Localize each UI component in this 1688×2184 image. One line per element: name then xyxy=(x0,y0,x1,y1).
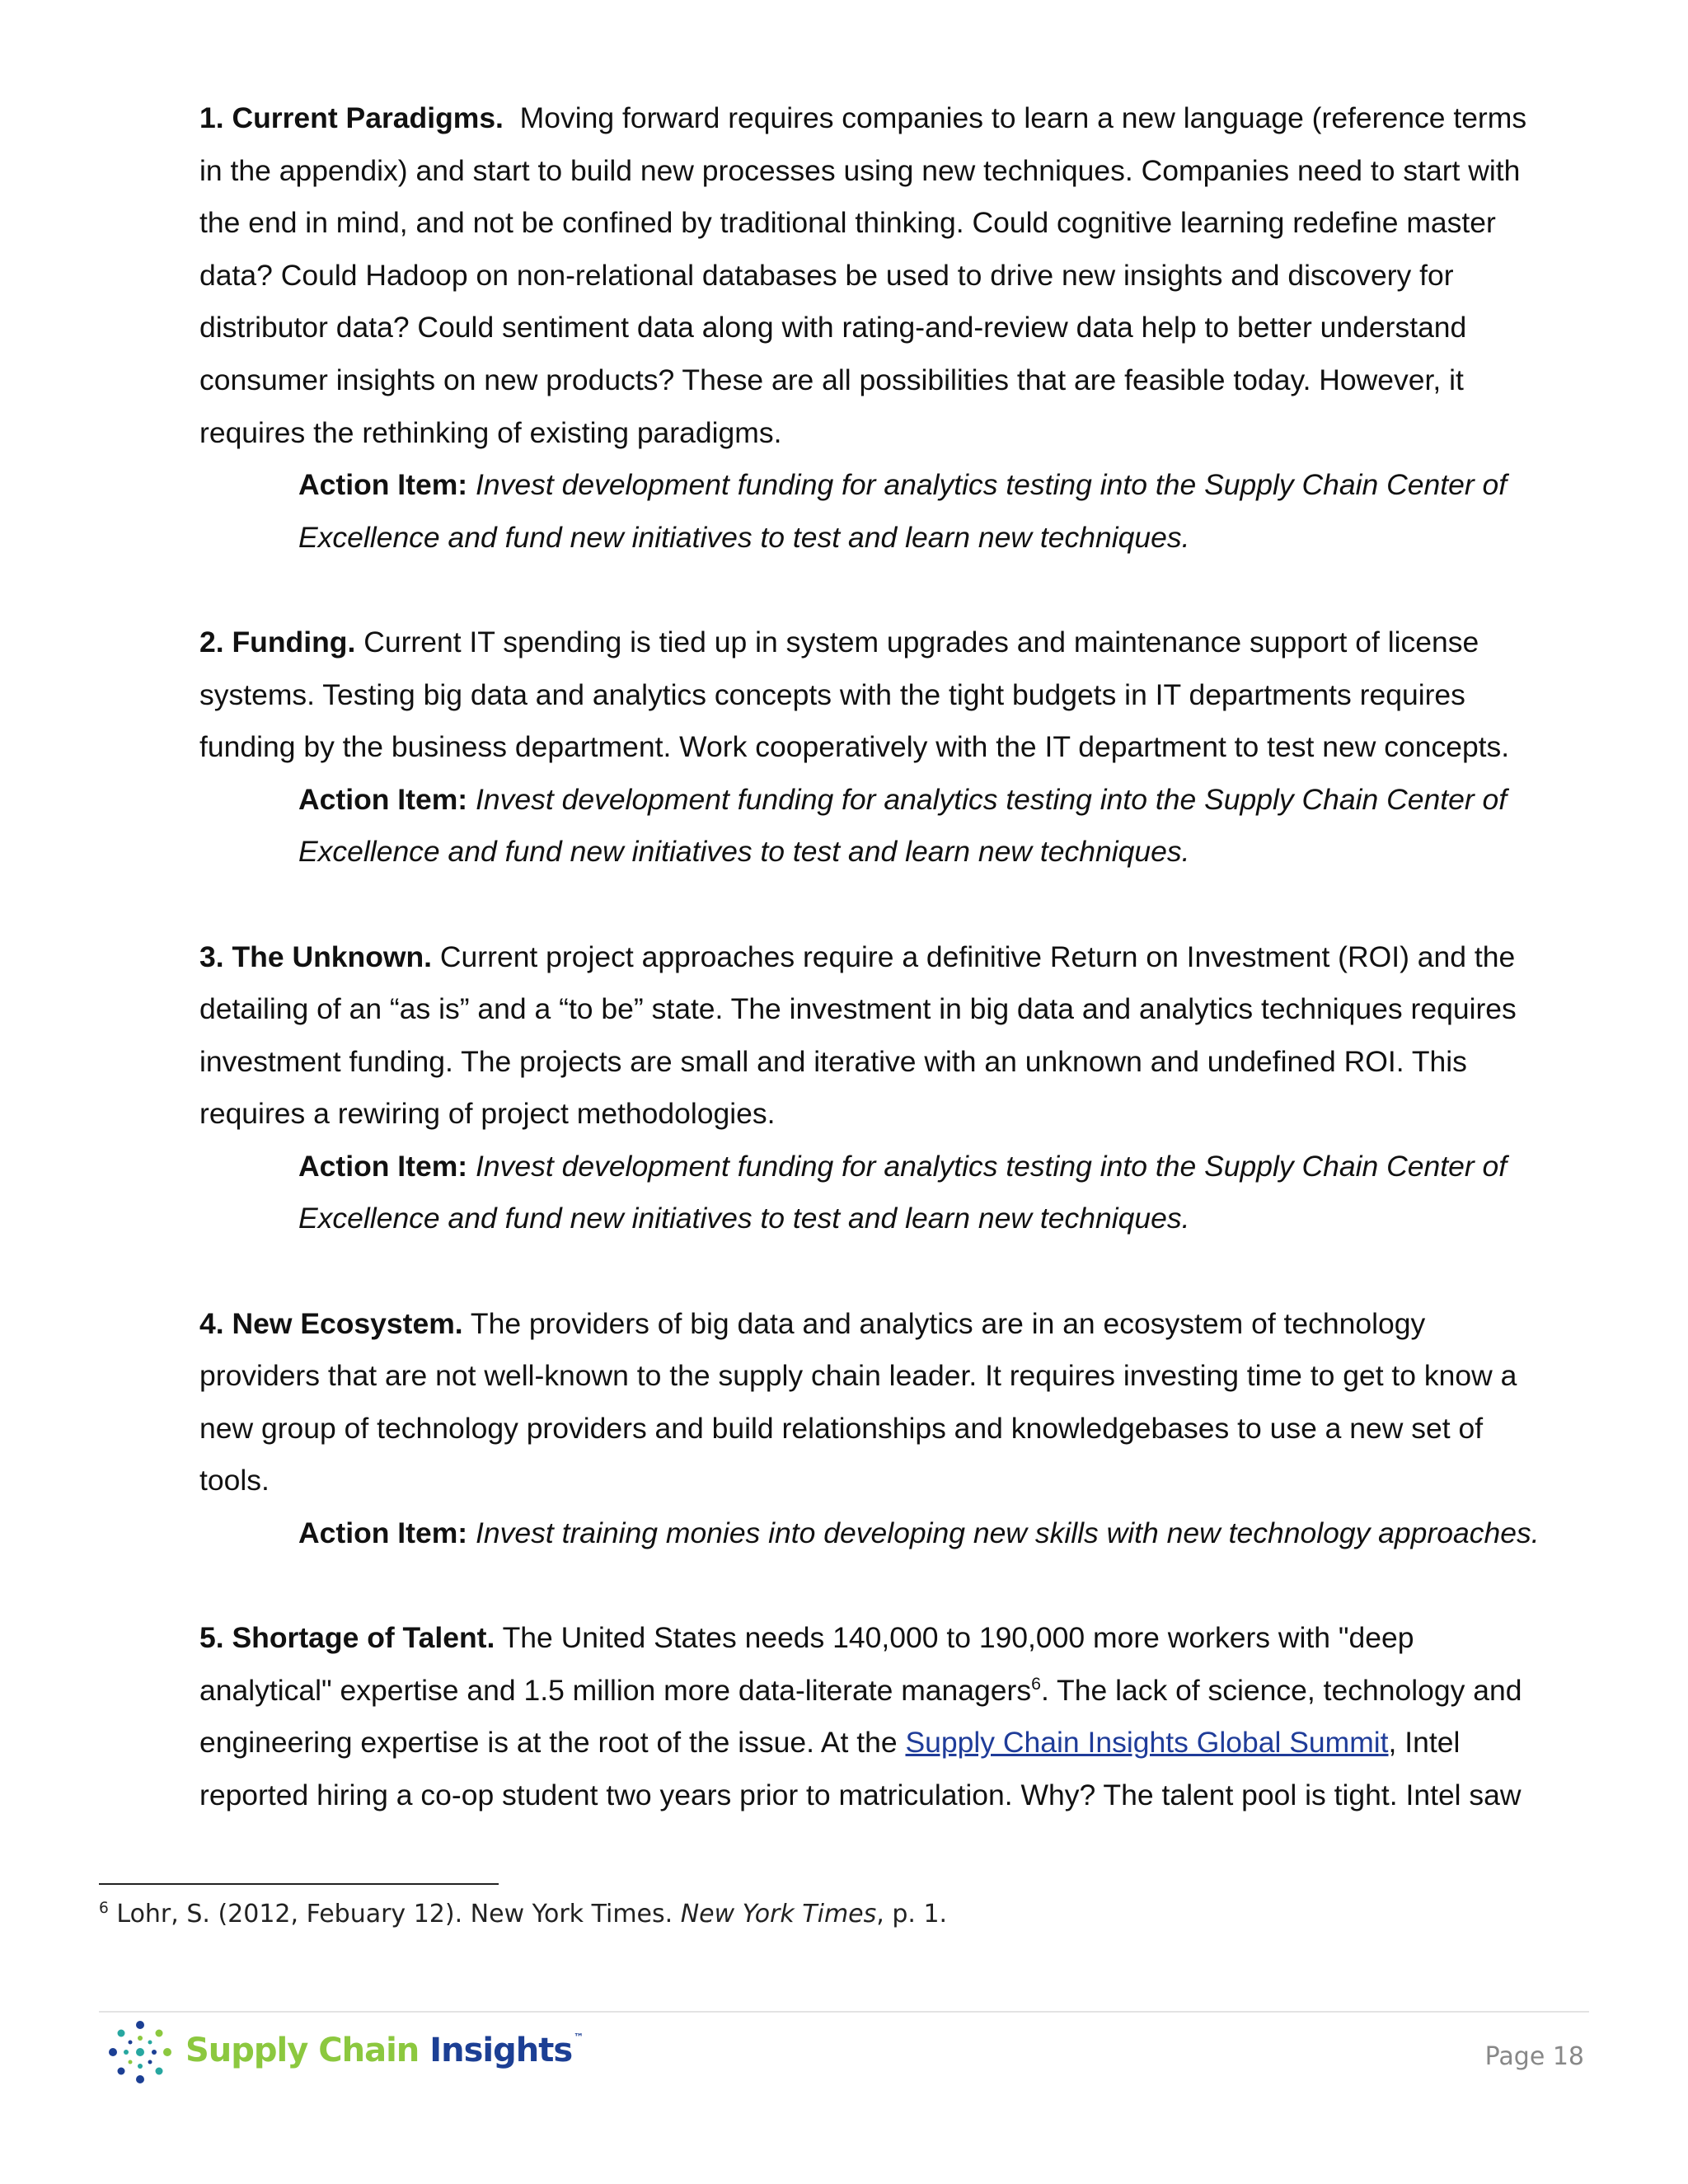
footer-divider xyxy=(99,2011,1589,2013)
section-current-paradigms xyxy=(199,92,1617,564)
text-line: in the appendix) and start to build new processes using new techniques. Companies need to start with xyxy=(199,153,1521,187)
text-line: detailing of an “as is” and a “to be” state. The investment in big data and analytics techniques requires xyxy=(199,992,1517,1026)
page-number: Page 18 xyxy=(1484,2042,1584,2071)
action-item: Action Item: Invest development funding for analytics testing into the Supply Chain Center of xyxy=(298,1149,1507,1183)
section-new-ecosystem xyxy=(199,1298,1617,1560)
text-line: new group of technology providers and build relationships and knowledgebases to use a new set of xyxy=(199,1411,1484,1445)
text-line: tools. xyxy=(199,1464,270,1497)
text-line: systems. Testing big data and analytics concepts with the tight budgets in IT departments requires xyxy=(199,677,1465,711)
section-the-unknown xyxy=(199,931,1617,1246)
section-heading: 2. Funding. xyxy=(199,625,356,658)
action-item: Action Item: Invest development funding for analytics testing into the Supply Chain Center of xyxy=(298,782,1507,816)
section-heading: 4. New Ecosystem. xyxy=(199,1306,463,1340)
section-paragraph: 2. Funding. Current IT spending is tied up in system upgrades and maintenance support of license xyxy=(199,625,1479,658)
action-item-label: Action Item: xyxy=(298,1516,468,1550)
text-line: engineering expertise is at the root of the issue. At the Supply Chain Insights Global Summit, Intel xyxy=(199,1726,1461,1760)
text-line: requires a rewiring of project methodologies. xyxy=(199,1097,776,1131)
section-paragraph: 5. Shortage of Talent. The United States needs 140,000 to 190,000 more workers with "deep xyxy=(199,1621,1414,1655)
section-funding xyxy=(199,616,1617,879)
action-item-label: Action Item: xyxy=(298,468,468,502)
text-line: the end in mind, and not be confined by traditional thinking. Could cognitive learning redefine master xyxy=(199,206,1496,240)
action-item: Action Item: Invest training monies into developing new skills with new technology approaches. xyxy=(298,1516,1540,1550)
section-heading: 1. Current Paradigms. xyxy=(199,101,504,134)
footnote: $^6$ Lohr, S. (2012, Febuary 12). New York Times. New York Times, p. 1. xyxy=(99,1900,948,1929)
text-line: requires the rethinking of existing paradigms. xyxy=(199,415,782,449)
action-item-line: Excellence and fund new initiatives to test and learn new techniques. xyxy=(298,1202,1190,1235)
text-line: providers that are not well-known to the supply chain leader. It requires investing time to get to know a xyxy=(199,1359,1517,1393)
action-item-label: Action Item: xyxy=(298,1149,468,1183)
document-body xyxy=(199,92,1617,1822)
summit-link[interactable]: Supply Chain Insights Global Summit xyxy=(905,1726,1389,1760)
section-paragraph: 4. New Ecosystem. The providers of big data and analytics are in an ecosystem of technology xyxy=(199,1306,1426,1340)
text-line: analytical" expertise and 1.5 million more data-literate managers$^6$. The lack of science, technology and xyxy=(199,1673,1522,1707)
footnote-divider xyxy=(99,1883,499,1885)
section-paragraph: 3. The Unknown. Current project approaches require a definitive Return on Investment (ROI) and the xyxy=(199,940,1516,973)
footnote-reference[interactable]: 6 xyxy=(1031,1673,1041,1694)
network-dots-icon xyxy=(103,2015,177,2089)
section-heading: 3. The Unknown. xyxy=(199,940,433,973)
action-item-label: Action Item: xyxy=(298,782,468,816)
footnote-number: 6 xyxy=(99,1900,109,1917)
text-line: consumer insights on new products? These are all possibilities that are feasible today. However, it xyxy=(199,363,1464,396)
text-line: funding by the business department. Work cooperatively with the IT department to test new concepts. xyxy=(199,730,1510,764)
text-line: data? Could Hadoop on non-relational databases be used to drive new insights and discovery for xyxy=(199,258,1454,292)
section-paragraph: 1. Current Paradigms. Moving forward requires companies to learn a new language (reference terms xyxy=(199,101,1527,134)
text-line: investment funding. The projects are small and iterative with an unknown and undefined ROI. This xyxy=(199,1044,1467,1078)
action-item-line: Excellence and fund new initiatives to test and learn new techniques. xyxy=(298,520,1190,554)
text-line: reported hiring a co-op student two years prior to matriculation. Why? The talent pool is tight. Intel saw xyxy=(199,1779,1522,1811)
section-heading: 5. Shortage of Talent. xyxy=(199,1621,495,1655)
action-item-line: Excellence and fund new initiatives to test and learn new techniques. xyxy=(298,835,1190,869)
text-line: distributor data? Could sentiment data along with rating-and-review data help to better understand xyxy=(199,311,1467,344)
logo-wordmark: Supply Chain Insights ™ xyxy=(185,2032,584,2069)
action-item: Action Item: Invest development funding for analytics testing into the Supply Chain Center of xyxy=(298,468,1507,502)
section-shortage-of-talent xyxy=(199,1612,1617,1821)
